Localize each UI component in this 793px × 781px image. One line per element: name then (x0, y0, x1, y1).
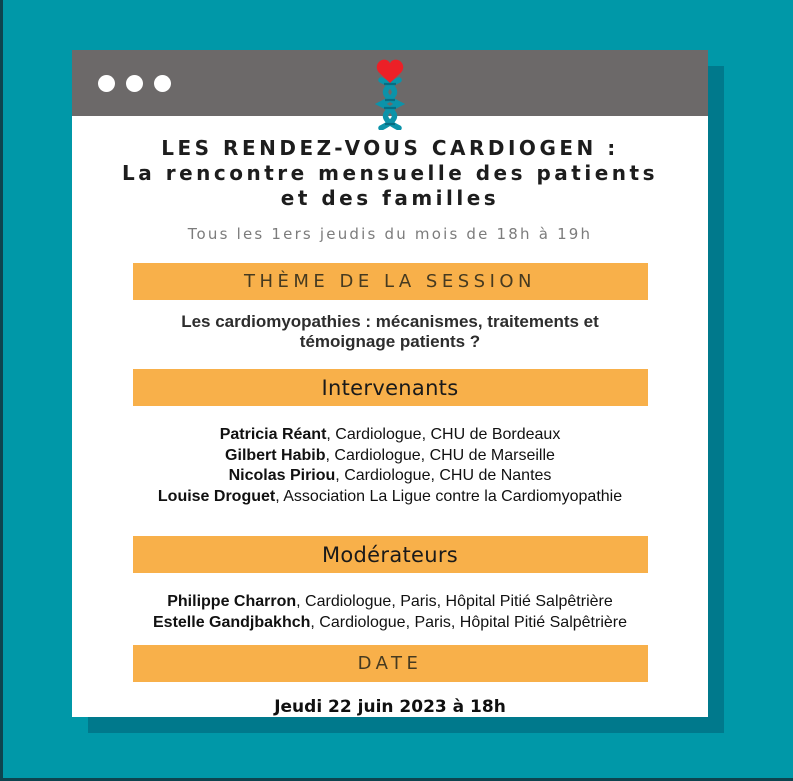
moderateurs-list (72, 592, 708, 633)
title-line-3: et des familles (280, 186, 500, 210)
page-title (72, 136, 708, 211)
person-row: Philippe Charron, Cardiologue, Paris, Hôpital Pitié Salpêtrière (167, 593, 613, 610)
window-titlebar (72, 50, 708, 116)
person-row: Estelle Gandjbakhch, Cardiologue, Paris, Hôpital Pitié Salpêtrière (153, 613, 627, 631)
theme-line-1: Les cardiomyopathies : mécanismes, traitements et (181, 312, 599, 331)
moderateurs-banner: Modérateurs (133, 536, 648, 573)
person-row: Louise Droguet, Association La Ligue contre la Cardiomyopathie (157, 487, 623, 505)
person-row: Nicolas Piriou, Cardiologue, CHU de Nantes (228, 467, 552, 484)
theme-line-2: témoignage patients ? (299, 332, 481, 351)
theme-description (72, 312, 708, 352)
schedule-subtitle: Tous les 1ers jeudis du mois de 18h à 19h (187, 225, 593, 243)
intervenants-banner: Intervenants (133, 369, 648, 406)
event-date: Jeudi 22 juin 2023 à 18h (274, 697, 506, 717)
person-row: Patricia Réant, Cardiologue, CHU de Bordeaux (219, 426, 561, 443)
title-line-2: La rencontre mensuelle des patients (122, 161, 658, 185)
window-dot-icon (154, 75, 171, 92)
person-row: Gilbert Habib, Cardiologue, CHU de Marseille (225, 446, 555, 464)
date-banner: DATE (133, 645, 648, 682)
window-dot-icon (126, 75, 143, 92)
window-dot-icon (98, 75, 115, 92)
heart-dna-icon (362, 56, 418, 130)
title-line-1: LES RENDEZ-VOUS CARDIOGEN : (161, 136, 619, 160)
browser-window-card (72, 50, 708, 717)
intervenants-list (72, 425, 708, 507)
window-dots (98, 75, 171, 92)
flyer-content (72, 136, 708, 717)
theme-banner: THÈME DE LA SESSION (133, 263, 648, 300)
